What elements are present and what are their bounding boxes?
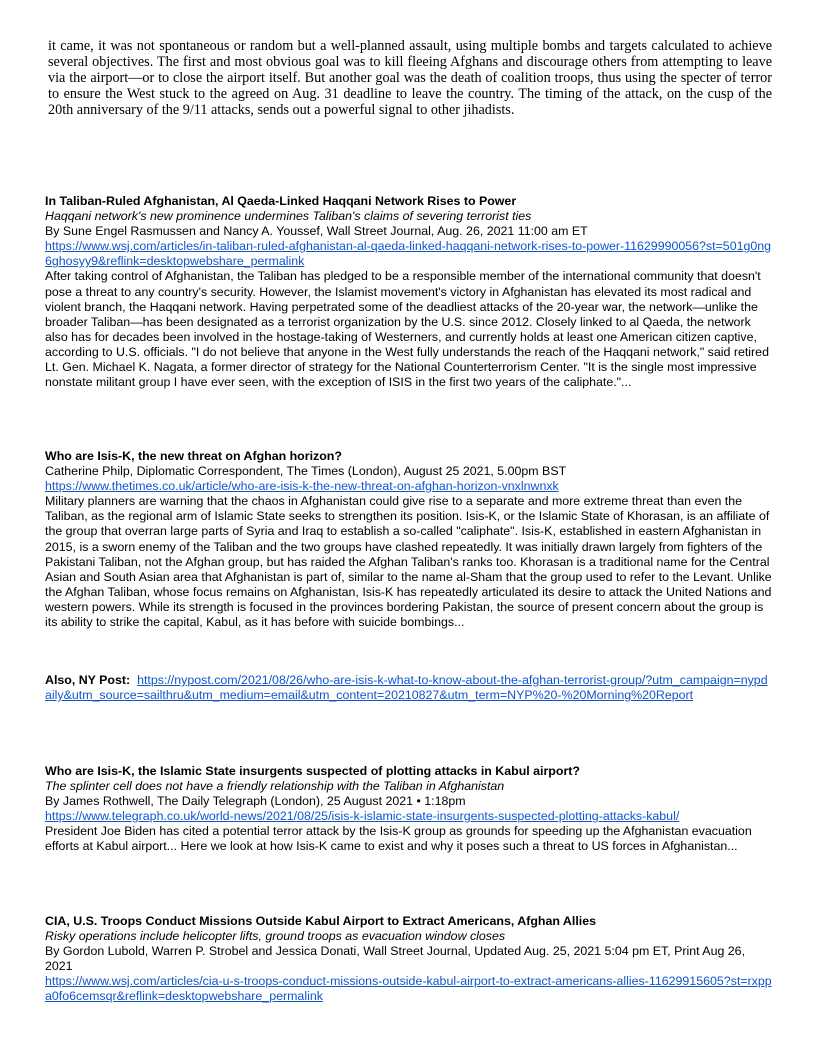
article-subtitle: Haqqani network's new prominence undermines Taliban's claims of severing terrorist ties (45, 209, 532, 224)
also-nypost-reference (45, 673, 772, 703)
article-title: Who are Isis-K, the Islamic State insurgents suspected of plotting attacks in Kabul airport? (45, 764, 580, 778)
article-haqqani-network (45, 194, 772, 390)
article-link[interactable]: https://www.wsj.com/articles/cia-u-s-troops-conduct-missions-outside-kabul-airport-to-extract-americans-allies-11629915605?st=rxppa0fo6cemsqr&reflink=desktopwebshare_permalink (45, 974, 772, 1004)
article-link[interactable]: https://www.wsj.com/articles/in-taliban-ruled-afghanistan-al-qaeda-linked-haqqani-network-rises-to-power-11629990056?st=501g0ng6ghosyy9&reflink=desktopwebshare_permalink (45, 239, 772, 269)
article-title: In Taliban-Ruled Afghanistan, Al Qaeda-Linked Haqqani Network Rises to Power (45, 194, 517, 208)
article-byline: By Gordon Lubold, Warren P. Strobel and Jessica Donati, Wall Street Journal, Updated Aug. 25, 2021 5:04 pm ET, Print Aug 26, 2021 (45, 944, 746, 974)
article-link[interactable]: https://www.telegraph.co.uk/world-news/2021/08/25/isis-k-islamic-state-insurgents-suspected-plotting-attacks-kabul/ (45, 809, 680, 824)
article-isis-k-telegraph (45, 764, 772, 855)
article-excerpt: President Joe Biden has cited a potential terror attack by the Isis-K group as grounds for speeding up the Afghanistan evacuation efforts at Kabul airport... Here we look at how Isis-K came to exist and why it poses such a threat to US forces in Afghanistan... (45, 824, 752, 854)
also-nypost-label: Also, NY Post (45, 673, 127, 687)
document-page (45, 38, 772, 1004)
article-isis-k-times (45, 449, 772, 630)
article-title: CIA, U.S. Troops Conduct Missions Outside Kabul Airport to Extract Americans, Afghan Allies (45, 914, 596, 928)
article-subtitle: Risky operations include helicopter lifts, ground troops as evacuation window closes (45, 929, 506, 944)
article-byline: By James Rothwell, The Daily Telegraph (London), 25 August 2021 • 1:18pm (45, 794, 466, 809)
article-subtitle: The splinter cell does not have a friendly relationship with the Taliban in Afghanistan (45, 779, 505, 794)
article-link[interactable]: https://www.thetimes.co.uk/article/who-are-isis-k-the-new-threat-on-afghan-horizon-vnxlnwnxk (45, 479, 559, 494)
article-byline: Catherine Philp, Diplomatic Correspondent, The Times (London), August 25 2021, 5.00pm BST (45, 464, 567, 479)
article-byline: By Sune Engel Rasmussen and Nancy A. Youssef, Wall Street Journal, Aug. 26, 2021 11:00 am ET (45, 224, 588, 239)
article-cia-missions (45, 914, 772, 1005)
article-excerpt: Military planners are warning that the chaos in Afghanistan could give rise to a separate and more extreme threat than even the Taliban, as the regional arm of Islamic State seeks to strengthen its position. Isis-K, or the Islamic State of Khorasan, is an affiliate of the group that overran large parts of Syria and Iraq to establish a so-called "caliphate". Isis-K, established in eastern Afghanistan in 2015, is a sworn enemy of the Taliban and the two groups have clashed repeatedly. It was initially drawn largely from fighters of the Pakistani Taliban, not the Afghan group, but has raided the Afghan Taliban's ranks too. Khorasan is a traditional name for the Central Asian and South Asian area that Afghanistan is part of, similar to the name al-Sham that the group used to refer to the Levant. Unlike the Afghan Taliban, whose focus remains on Afghanistan, Isis-K has repeatedly articulated its desire to attack the United Nations and western powers. While its strength is focused in the provinces bordering Pakistan, the source of present concern about the group is its ability to strike the capital, Kabul, as it has before with suicide bombings... (45, 494, 772, 630)
nypost-link[interactable]: https://nypost.com/2021/08/26/who-are-isis-k-what-to-know-about-the-afghan-terrorist-group/?utm_campaign=nypdaily&utm_source=sailthru&utm_medium=email&utm_content=20210827&utm_term=NYP%20-%20Morning%20Report (45, 673, 768, 703)
intro-paragraph: it came, it was not spontaneous or random but a well-planned assault, using multiple bombs and targets calculated to achieve several objectives. The first and most obvious goal was to kill fleeing Afghans and discourage others from attempting to leave via the airport—or to close the airport itself. But another goal was the death of coalition troops, thus using the specter of terror to ensure the West stuck to the agreed on Aug. 31 deadline to leave the country. The timing of the attack, on the cusp of the 20th anniversary of the 9/11 attacks, sends out a powerful signal to other jihadists. (48, 38, 772, 119)
article-excerpt: After taking control of Afghanistan, the Taliban has pledged to be a responsible member of the international community that doesn't pose a threat to any country's security. However, the Islamist movement's victory in Afghanistan has elevated its most radical and violent branch, the Haqqani network. Having perpetrated some of the deadliest attacks of the 20-year war, the network—unlike the broader Taliban—has been designated as a terrorist organization by the U.S. since 2012. Closely linked to al Qaeda, the network also has for decades been involved in the hostage-taking of Westerners, and currently holds at least one American citizen captive, according to U.S. officials. "I do not believe that anyone in the West fully understands the reach of the Haqqani network," said retired Lt. Gen. Michael K. Nagata, a former director of strategy for the National Counterterrorism Center. "It is the single most impressive nonstate militant group I have ever seen, with the exception of ISIS in the first two years of the caliphate."... (45, 269, 769, 390)
article-title: Who are Isis-K, the new threat on Afghan horizon? (45, 449, 342, 463)
label-colon: : (126, 673, 131, 687)
